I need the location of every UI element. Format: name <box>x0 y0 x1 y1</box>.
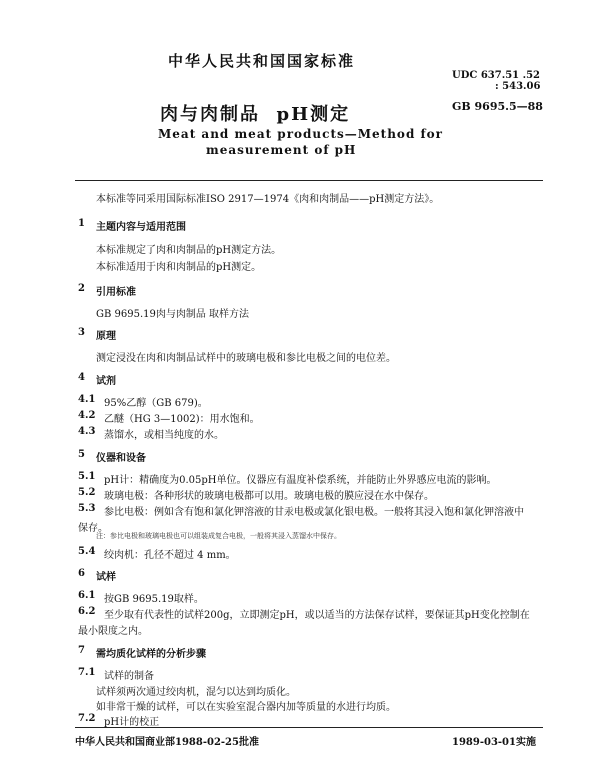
list-item: 参比电极：例如含有饱和氯化钾溶液的甘汞电极或氯化银电极。一般将其浸入饱和氯化钾溶液中 <box>104 507 524 518</box>
section-heading: 引用标准 <box>96 287 136 298</box>
list-item: 蒸馏水，或相当纯度的水。 <box>104 430 224 441</box>
list-item: 至少取有代表性的试样200g，立即测定pH，或以适当的方法保存试样，要保证其pH变化控制在 <box>104 610 530 621</box>
list-item-continued: 保存。 <box>78 523 108 534</box>
item-number: 4.2 <box>78 410 96 421</box>
section-number: 6 <box>78 568 85 579</box>
section-number: 5 <box>78 449 85 460</box>
list-item-continued: 最小限度之内。 <box>78 626 148 637</box>
document-title-en-line2: measurement of pH <box>206 143 357 157</box>
item-number: 7.1 <box>78 667 96 678</box>
list-item: pH计的校正 <box>104 717 160 728</box>
section-heading: 试剂 <box>96 376 116 387</box>
list-item: 按GB 9695.19取样。 <box>104 594 204 605</box>
paragraph: 如非常干燥的试样，可以在实验室混合器内加等质量的水进行均质。 <box>96 702 396 713</box>
item-number: 4.1 <box>78 394 96 405</box>
document-title-en-line1: Meat and meat products—Method for <box>158 127 443 141</box>
section-heading: 仪器和设备 <box>96 453 146 464</box>
standard-title: 中华人民共和国国家标准 <box>168 52 356 70</box>
paragraph: 本标准适用于肉和肉制品的pH测定。 <box>96 262 262 273</box>
paragraph: GB 9695.19肉与肉制品 取样方法 <box>96 309 250 320</box>
gb-standard-number: GB 9695.5—88 <box>452 100 543 113</box>
section-number: 7 <box>78 645 85 656</box>
top-divider <box>75 180 543 181</box>
section-number: 4 <box>78 372 85 383</box>
list-item: 玻璃电极：各种形状的玻璃电极都可以用。玻璃电极的膜应浸在水中保存。 <box>104 491 434 502</box>
list-item: 乙醚（HG 3—1002)：用水饱和。 <box>104 414 260 425</box>
paragraph: 测定浸没在肉和肉制品试样中的玻璃电极和参比电极之间的电位差。 <box>96 353 396 364</box>
item-number: 5.2 <box>78 487 96 498</box>
item-number: 6.1 <box>78 590 96 601</box>
udc-code-continued: : 543.06 <box>495 81 541 92</box>
udc-code: UDC 637.51 .52 <box>452 70 540 81</box>
note: 注：参比电极和玻璃电极也可以组装成复合电极，一般将其浸入蒸馏水中保存。 <box>96 532 341 540</box>
list-item: 绞肉机：孔径不超过 4 mm。 <box>104 550 236 561</box>
item-number: 4.3 <box>78 426 96 437</box>
list-item: 试样的制备 <box>104 671 154 682</box>
intro-paragraph: 本标准等同采用国际标准ISO 2917—1974《肉和肉制品——pH测定方法》。 <box>96 194 440 205</box>
paragraph: 本标准规定了肉和肉制品的pH测定方法。 <box>96 245 282 256</box>
list-item: 95%乙醇（GB 679)。 <box>104 398 208 409</box>
item-number: 7.2 <box>78 713 96 724</box>
document-title-cn: 肉与肉制品 pH测定 <box>160 104 351 125</box>
section-heading: 原理 <box>96 331 116 342</box>
paragraph: 试样须两次通过绞肉机，混匀以达到均质化。 <box>96 687 296 698</box>
item-number: 5.4 <box>78 546 96 557</box>
item-number: 6.2 <box>78 606 96 617</box>
section-heading: 试样 <box>96 572 116 583</box>
section-number: 2 <box>78 283 85 294</box>
bottom-divider <box>75 727 543 728</box>
section-heading: 主题内容与适用范围 <box>96 222 186 233</box>
section-number: 1 <box>78 218 85 229</box>
section-number: 3 <box>78 327 85 338</box>
item-number: 5.1 <box>78 471 96 482</box>
effective-date: 1989-03-01实施 <box>452 737 536 748</box>
approval-line: 中华人民共和国商业部1988-02-25批准 <box>75 737 259 748</box>
list-item: pH计：精确度为0.05pH单位。仪器应有温度补偿系统，并能防止外界感应电流的影响。 <box>104 475 497 486</box>
section-heading: 需均质化试样的分析步骤 <box>96 649 206 660</box>
item-number: 5.3 <box>78 503 96 514</box>
